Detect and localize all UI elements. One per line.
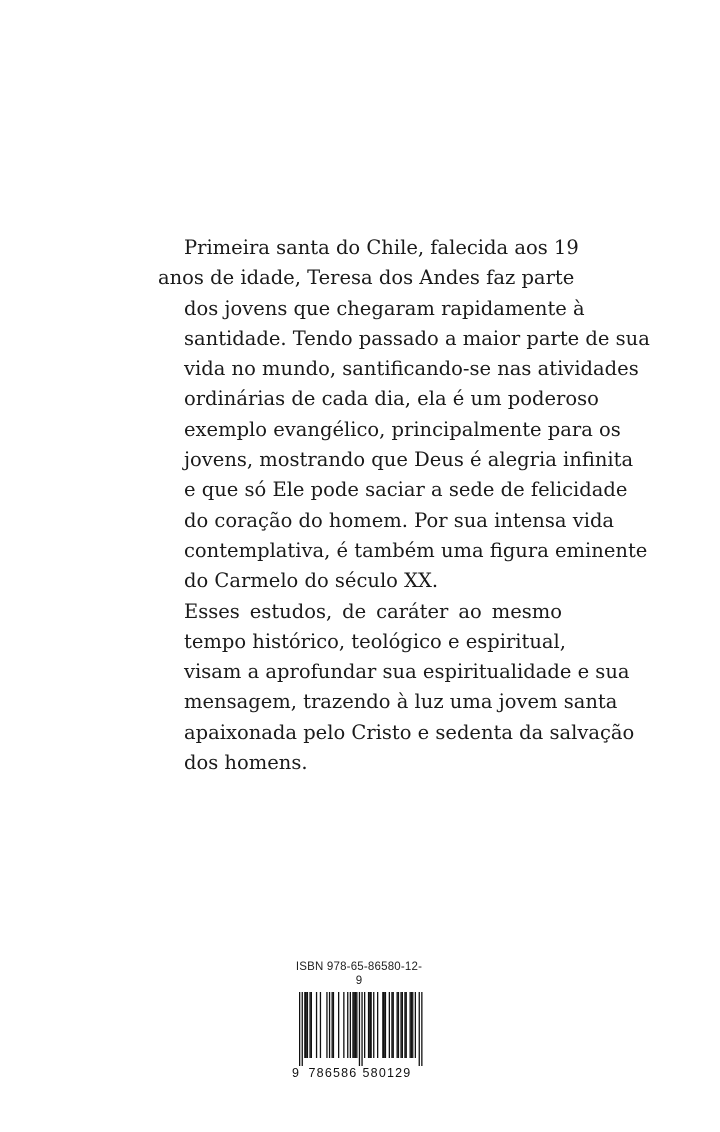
barcode-bar [347,992,348,1058]
barcode-bar [371,992,372,1058]
barcode-bar [356,992,357,1058]
blurb-line: Esses estudos, de caráter ao mesmo [184,599,562,623]
barcode-bar [306,992,307,1058]
barcode-bar [355,992,356,1058]
barcode-guard-bar [302,992,303,1066]
blurb-paragraph-2 [158,597,635,779]
barcode-bar [316,992,317,1058]
barcode-bar [391,992,392,1058]
blurb-line: Primeira santa do Chile, falecida aos 19 [184,236,579,259]
barcode-bar [373,992,374,1058]
ean-first-digit: 9 [292,1066,299,1080]
barcode-bar [329,992,330,1058]
barcode-bar [320,992,321,1058]
blurb-line: vida no mundo, santificando-se nas atividades [184,357,639,381]
barcode-bar [398,992,399,1058]
barcode-bar [307,992,308,1058]
barcode-bar [402,992,403,1058]
barcode-bar [389,992,390,1058]
barcode-bar [393,992,394,1058]
blurb-line: do coração do homem. Por sua intensa vida [184,508,615,532]
barcode-icon [294,992,424,1066]
barcode-bar [382,992,383,1058]
barcode-guard-bar [359,992,360,1066]
barcode-bar [406,992,407,1058]
blurb-line: mensagem, trazendo à luz uma jovem santa [184,690,618,714]
barcode-bar [333,992,334,1058]
blurb-line: contemplativa, é também uma figura eminente [184,538,648,562]
barcode-guard-bar [421,992,422,1066]
blurb-line: santidade. Tendo passado a maior parte de sua [184,326,650,350]
barcode-bar [350,992,351,1058]
blurb-line: jovens, mostrando que Deus é alegria infinita [184,448,634,472]
barcode-bar [354,992,355,1058]
ean-digits [294,1066,424,1084]
barcode-bar [384,992,385,1058]
barcode-bar [385,992,386,1058]
barcode-guard-bar [299,992,300,1066]
barcode-bar [338,992,339,1058]
blurb-line: tempo histórico, teológico e espiritual, [184,629,566,653]
barcode-guard-bar [419,992,420,1066]
blurb-line: do Carmelo do século XX. [184,569,439,593]
barcode-bar [369,992,370,1058]
barcode-bar [377,992,378,1058]
barcode-bar [410,992,411,1058]
blurb-line: ordinárias de cada dia, ela é um poderoso [184,387,599,411]
barcode-bar [352,992,353,1058]
barcode-bar [415,992,416,1058]
blurb-paragraph-1 [158,233,650,597]
barcode-bar [411,992,412,1058]
barcode-bar [368,992,369,1058]
blurb-line: e que só Ele pode saciar a sede de felicidade [184,478,628,502]
barcode-guard-bar [361,992,362,1066]
barcode-bar [332,992,333,1058]
barcode-bar [412,992,413,1058]
barcode-bar [343,992,344,1058]
barcode-bar [400,992,401,1058]
barcode-bar [309,992,310,1058]
barcode-bar [404,992,405,1058]
blurb-line: visam a aprofundar sua espiritualidade e sua [184,660,630,684]
blurb-line: anos de idade, Teresa dos Andes faz parte [158,266,575,290]
barcode-bar [304,992,305,1058]
back-cover-blurb [158,233,650,778]
ean-right-group: 580129 [362,1066,412,1080]
barcode-bar [397,992,398,1058]
ean-left-group: 786586 [308,1066,358,1080]
barcode-bar [326,992,327,1058]
barcode-bar [311,992,312,1058]
blurb-line: apaixonada pelo Cristo e sedenta da salvação [184,720,635,744]
barcode-bar [364,992,365,1058]
isbn-barcode-block [294,960,424,1084]
isbn-label: ISBN 978-65-86580-12-9 [295,961,423,987]
blurb-line: exemplo evangélico, principalmente para os [184,417,621,441]
blurb-line: dos jovens que chegaram rapidamente à [184,296,585,320]
blurb-line: dos homens. [184,751,308,775]
